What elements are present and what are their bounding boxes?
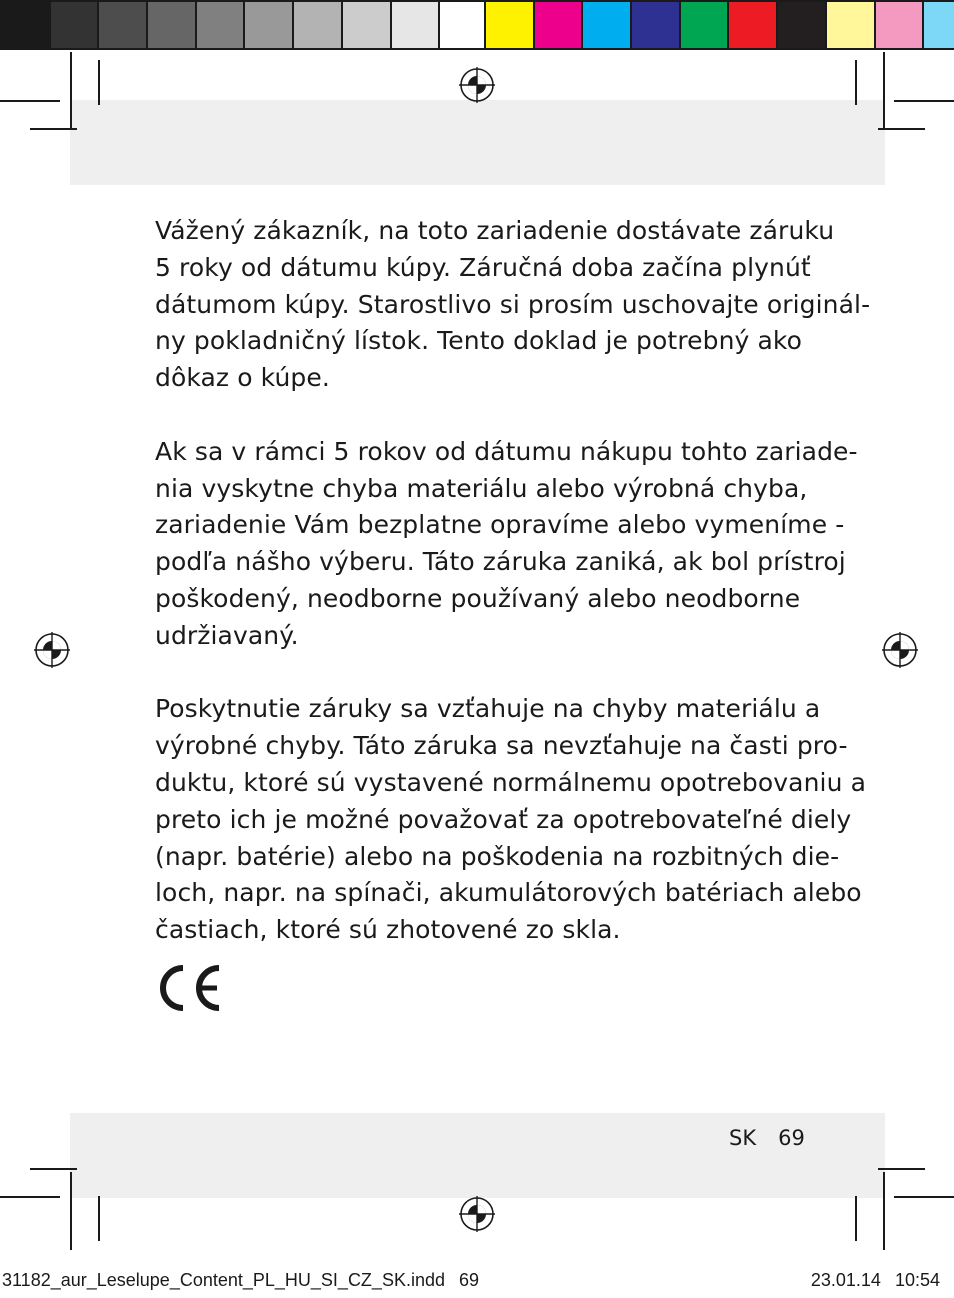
color-swatch (776, 0, 825, 50)
slug-date: 23.01.14 (810, 1270, 881, 1290)
crop-mark (30, 128, 77, 130)
color-swatch (679, 0, 728, 50)
color-swatch (484, 0, 533, 50)
color-swatch (146, 0, 195, 50)
language-code: SK (729, 1126, 757, 1150)
crop-mark (30, 1168, 77, 1170)
text-line: dátumom kúpy. Starostlivo si prosím uschovajte originál- (155, 289, 871, 319)
registration-mark-icon (882, 632, 918, 668)
color-swatch (533, 0, 582, 50)
color-swatch (922, 0, 954, 50)
crop-mark (70, 52, 72, 130)
paragraph-warranty-period (155, 213, 871, 397)
page-folio (729, 1126, 805, 1150)
color-swatch (341, 0, 390, 50)
text-line: nia vyskytne chyba materiálu alebo výrobná chyba, (155, 473, 808, 503)
text-line: ny pokladničný lístok. Tento doklad je potrebný ako (155, 326, 802, 356)
color-bar (484, 0, 954, 50)
crop-mark (894, 1196, 954, 1198)
grayscale-bar (0, 0, 489, 50)
slug-time: 10:54 (894, 1270, 940, 1290)
color-swatch (243, 0, 292, 50)
crop-mark (878, 1168, 925, 1170)
color-swatch (195, 0, 244, 50)
color-swatch (825, 0, 874, 50)
text-line: Poskytnutie záruky sa vzťahuje na chyby materiálu a (155, 694, 821, 724)
text-line: podľa nášho výberu. Táto záruka zaniká, ak bol prístroj (155, 547, 846, 577)
text-line: Ak sa v rámci 5 rokov od dátumu nákupu tohto zariade- (155, 436, 858, 466)
color-swatch (0, 0, 49, 50)
crop-mark (70, 1172, 72, 1250)
paragraph-warranty-scope (155, 691, 866, 949)
registration-mark-icon (459, 1196, 495, 1232)
registration-mark-icon (34, 632, 70, 668)
text-line: zariadenie Vám bezplatne opravíme alebo vymeníme - (155, 510, 845, 540)
page-number: 69 (778, 1126, 805, 1150)
crop-mark (0, 100, 60, 102)
ce-mark-icon (155, 962, 223, 1014)
color-swatch (49, 0, 98, 50)
text-line: preto ich je možné považovať za opotrebovateľné diely (155, 804, 852, 834)
crop-mark (855, 60, 857, 105)
crop-mark (878, 128, 925, 130)
crop-mark (98, 60, 100, 105)
text-line: (napr. batérie) alebo na poškodenia na rozbitných die- (155, 841, 840, 871)
text-line: výrobné chyby. Táto záruka sa nevzťahuje na časti pro- (155, 731, 848, 761)
crop-mark (894, 100, 954, 102)
crop-mark (883, 52, 885, 130)
warranty-text (155, 213, 871, 986)
color-swatch (581, 0, 630, 50)
color-swatch (438, 0, 489, 50)
slug-file-info (2, 1270, 479, 1291)
text-line: 5 roky od dátumu kúpy. Záručná doba začína plynúť (155, 252, 811, 282)
color-swatch (292, 0, 341, 50)
text-line: duktu, ktoré sú vystavené normálnemu opotrebovaniu a (155, 767, 866, 797)
registration-mark-icon (459, 67, 495, 103)
text-line: dôkaz o kúpe. (155, 363, 330, 393)
text-line: častiach, ktoré sú zhotovené zo skla. (155, 915, 621, 945)
text-line: Vážený zákazník, na toto zariadenie dostávate záruku (155, 216, 835, 245)
crop-mark (98, 1196, 100, 1241)
color-swatch (390, 0, 439, 50)
crop-mark (855, 1196, 857, 1241)
text-line: loch, napr. na spínači, akumulátorových batériach alebo (155, 878, 862, 908)
slug-timestamp (811, 1270, 940, 1291)
color-swatch (97, 0, 146, 50)
color-swatch (630, 0, 679, 50)
text-line: poškodený, neodborne používaný alebo neodborne (155, 583, 801, 613)
text-line: udržiavaný. (155, 620, 299, 650)
color-swatch (727, 0, 776, 50)
crop-mark (883, 1172, 885, 1250)
color-swatch (874, 0, 923, 50)
paragraph-repair-terms (155, 434, 858, 655)
header-band (70, 100, 885, 185)
slug-page: 69 (459, 1270, 480, 1290)
slug-filename: 31182_aur_Leselupe_Content_PL_HU_SI_CZ_SK.indd (2, 1270, 445, 1290)
crop-mark (0, 1196, 60, 1198)
